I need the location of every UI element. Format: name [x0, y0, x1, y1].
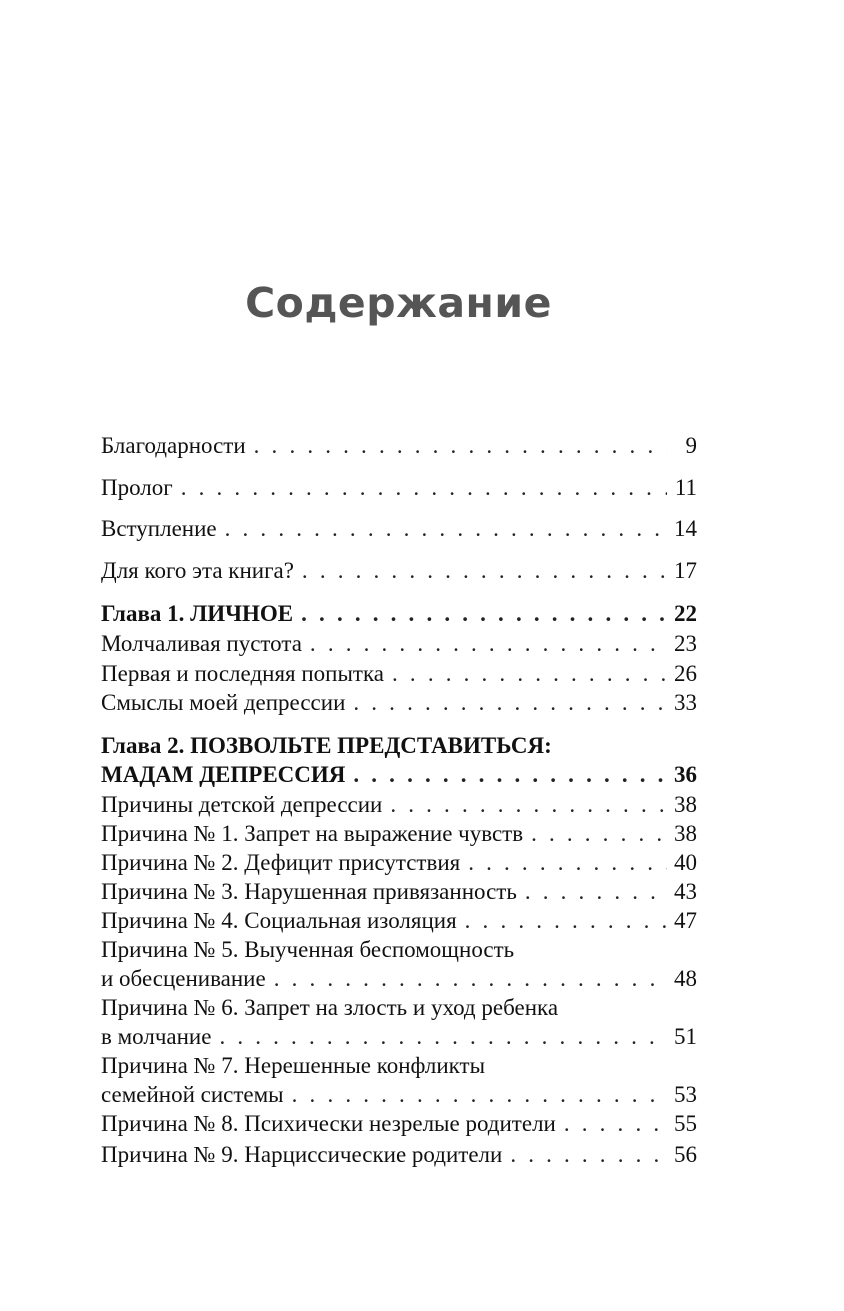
toc-entry-page: 38 [674, 821, 697, 846]
toc-leader-dots [254, 431, 667, 461]
toc-entry[interactable] [101, 688, 697, 718]
toc-leader-dots [353, 760, 667, 790]
toc-entry-label: и обесценивание [101, 966, 266, 991]
toc-entry-page: 14 [674, 516, 697, 541]
toc-entry-prologue[interactable] [101, 473, 697, 503]
toc-entry-page: 23 [674, 631, 697, 656]
toc-entry-label: Причина № 3. Нарушенная привязанность [101, 879, 517, 904]
toc-leader-dots [301, 599, 667, 629]
toc-entry-label: Причина № 4. Социальная изоляция [101, 908, 457, 933]
toc-entry-label: Причина № 1. Запрет на выражение чувств [101, 821, 524, 846]
toc-entry-label: в молчание [101, 1024, 212, 1049]
toc-entry-page: 26 [674, 661, 697, 686]
toc-entry-label: Причина № 9. Нарциссические родители [101, 1142, 503, 1167]
toc-leader-dots [525, 877, 667, 907]
toc-entry-label: Причины детской депрессии [101, 792, 383, 817]
page-title: Содержание [245, 279, 552, 328]
toc-leader-dots [465, 906, 667, 936]
toc-entry[interactable] [101, 1140, 697, 1170]
toc-entry-label: Вступление [101, 516, 217, 541]
toc-entry-page: 38 [674, 792, 697, 817]
toc-entry-page: 47 [674, 908, 697, 933]
toc-leader-dots [181, 473, 667, 503]
toc-entry-acknowledgements[interactable] [101, 431, 697, 461]
toc-entry-audience[interactable] [101, 556, 697, 586]
table-of-contents [101, 0, 697, 1311]
toc-leader-dots [510, 1140, 667, 1170]
toc-entry-line1: Причина № 7. Нерешенные конфликты [101, 1053, 486, 1078]
toc-leader-dots [390, 790, 667, 820]
toc-entry[interactable] [101, 848, 697, 878]
toc-entry[interactable] [101, 819, 697, 849]
toc-entry[interactable] [101, 1109, 697, 1139]
toc-entry-page: 17 [674, 558, 697, 583]
toc-entry[interactable] [101, 1022, 697, 1052]
toc-entry-line1: Причина № 5. Выученная беспомощность [101, 937, 515, 962]
toc-entry[interactable] [101, 964, 697, 994]
toc-chapter-label: Глава 1. ЛИЧНОЕ [101, 601, 294, 626]
toc-chapter-label: МАДАМ ДЕПРЕССИЯ [101, 762, 346, 787]
toc-leader-dots [302, 556, 667, 586]
toc-entry-label: Пролог [101, 475, 173, 500]
toc-entry-page: 43 [674, 879, 697, 904]
toc-chapter-1-heading[interactable] [101, 599, 697, 629]
toc-entry-label: Первая и последняя попытка [101, 661, 385, 686]
toc-entry[interactable] [101, 906, 697, 936]
toc-entry-page: 55 [674, 1111, 697, 1136]
toc-leader-dots [353, 688, 667, 718]
toc-leader-dots [310, 629, 667, 659]
toc-entry-label: Молчаливая пустота [101, 631, 302, 656]
toc-leader-dots [219, 1022, 667, 1052]
toc-leader-dots [225, 514, 667, 544]
toc-leader-dots [274, 964, 667, 994]
toc-entry-page: 11 [674, 475, 697, 500]
toc-entry-page: 40 [674, 850, 697, 875]
toc-entry-label: Для кого эта книга? [101, 558, 294, 583]
toc-entry-label: семейной системы [101, 1082, 284, 1107]
toc-chapter-page: 36 [674, 762, 697, 787]
toc-entry-page: 9 [685, 433, 697, 458]
toc-entry-line1: Причина № 6. Запрет на злость и уход ребенка [101, 995, 559, 1020]
toc-entry-page: 33 [674, 690, 697, 715]
toc-leader-dots [392, 659, 667, 689]
toc-entry-label: Причина № 2. Дефицит присутствия [101, 850, 461, 875]
toc-entry-page: 56 [674, 1142, 697, 1167]
toc-chapter-2-heading[interactable] [101, 760, 697, 790]
toc-entry[interactable] [101, 1080, 697, 1110]
toc-entry-label: Причина № 8. Психически незрелые родители [101, 1111, 556, 1136]
toc-leader-dots [468, 848, 667, 878]
toc-chapter-page: 22 [674, 601, 697, 626]
toc-entry-page: 53 [674, 1082, 697, 1107]
toc-chapter-2-heading-line1: Глава 2. ПОЗВОЛЬТЕ ПРЕДСТАВИТЬСЯ: [101, 733, 552, 758]
toc-entry[interactable] [101, 629, 697, 659]
toc-entry[interactable] [101, 790, 697, 820]
toc-entry-page: 51 [674, 1024, 697, 1049]
toc-entry-label: Смыслы моей депрессии [101, 690, 346, 715]
toc-leader-dots [531, 819, 667, 849]
toc-entry-label: Благодарности [101, 433, 246, 458]
toc-entry-introduction[interactable] [101, 514, 697, 544]
toc-entry[interactable] [101, 659, 697, 689]
toc-leader-dots [564, 1109, 667, 1139]
toc-entry[interactable] [101, 877, 697, 907]
toc-leader-dots [292, 1080, 667, 1110]
toc-entry-page: 48 [674, 966, 697, 991]
